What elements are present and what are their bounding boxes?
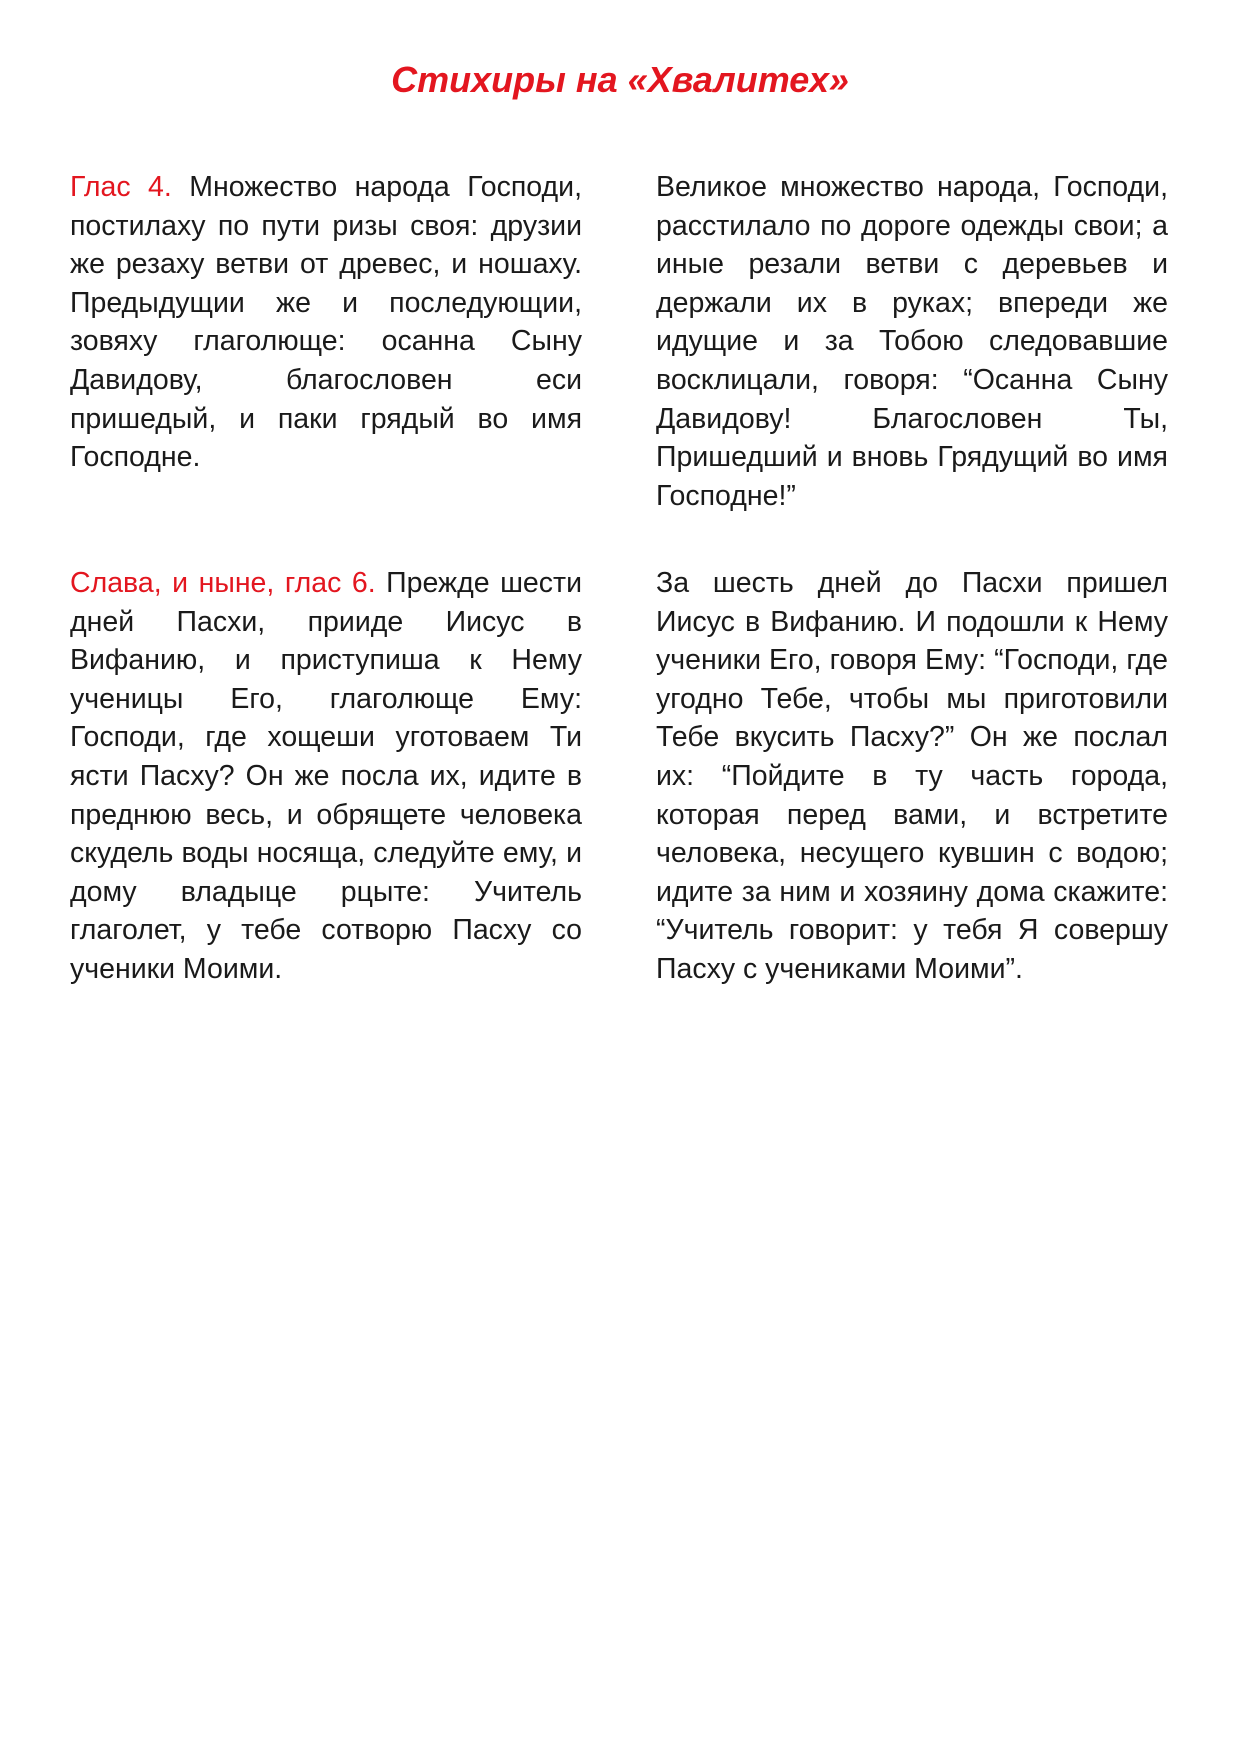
slavonic-body-2: Прежде шести дней Пасхи, прииде Иисус в Вифанию, и приступиша к Нему ученицы Его, глаголюще Ему: Господи, где хощеши уготоваем Ти ясти Пасху? Он же посла их, идите в преднюю весь, и обрящете человека скудель воды носяща, следуйте ему, и дому владыце рцыте: Учитель глаголет, у тебе сотворю Пасху со ученики Моими. [70,567,582,985]
russian-text-1: Великое множество народа, Господи, расстилало по дороге одежды свои; а иные резали ветви с деревьев и держали их в руках; впереди же идущие и за Тобою следовавшие восклицали, говоря: “Осанна Сыну Давидову! Благословен Ты, Пришедший и вновь Грядущий во имя Господне!” [656,171,1168,512]
russian-text-2: За шесть дней до Пасхи пришел Иисус в Вифанию. И подошли к Нему ученики Его, говоря Ему: “Господи, где угодно Тебе, чтобы мы приготовили Тебе вкусить Пасху?” Он же послал их: “Пойдите в ту часть города, которая перед вами, и встретите человека, несущего кувшин с водою; идите за ним и хозяину дома скажите: “Учитель говорит: у тебя Я совершу Пасху с учениками Моими”. [656,567,1168,985]
slavonic-body-1: Множество народа Господи, постилаху по пути ризы своя: друзии же резаху ветви от древес, и ношаху. Предыдущии же и последующии, зовяху глаголюще: осанна Сыну Давидову, благословен еси пришедый, и паки грядый во имя Господне. [70,171,582,474]
slavonic-text-1 [70,168,582,477]
page-title: Стихиры на «Хвалитех» [391,59,849,100]
rubric-1: Глас 4. [70,171,172,203]
slavonic-text-2 [70,564,582,989]
rubric-2: Слава, и ныне, глас 6. [70,567,376,599]
